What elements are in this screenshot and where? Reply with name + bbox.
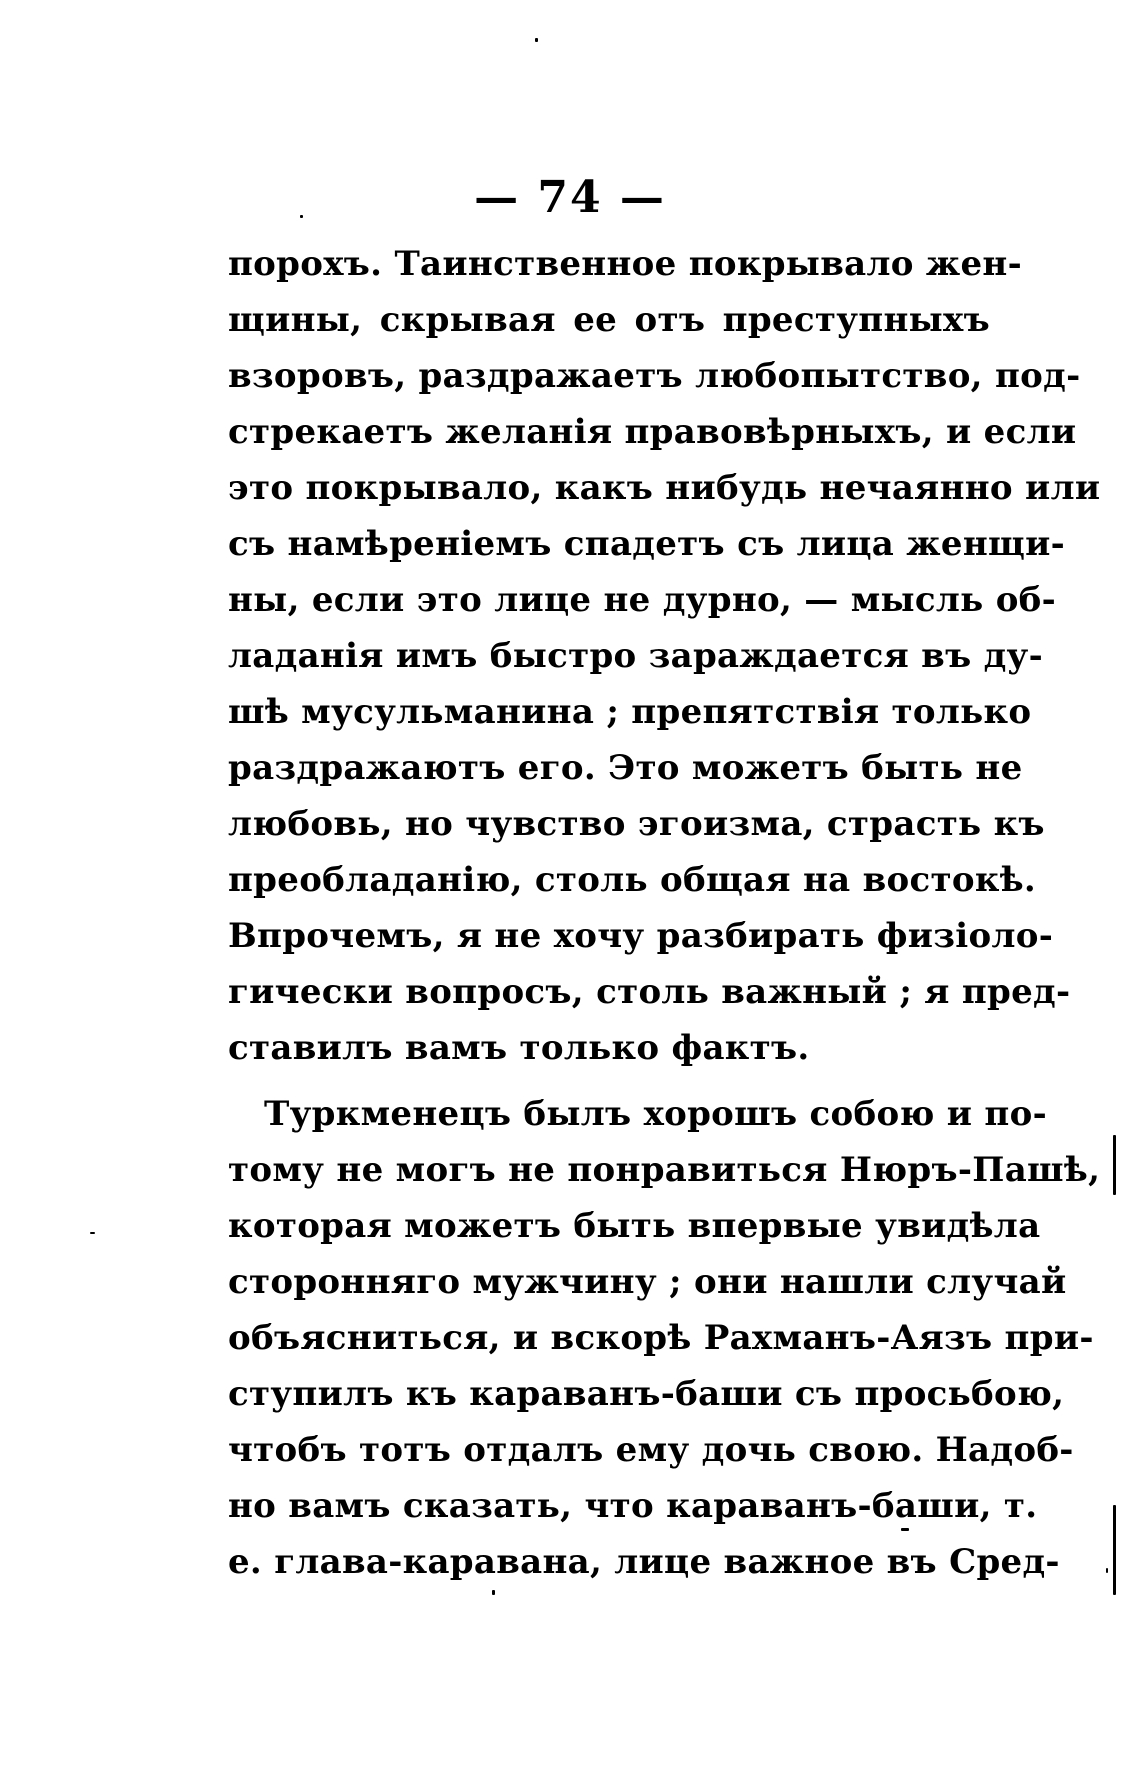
text-line: взоровъ, раздражаетъ любопытство, под- bbox=[228, 356, 1081, 396]
text-line: ступилъ къ караванъ-баши съ просьбою, bbox=[228, 1374, 1065, 1414]
text-line: стрекаетъ желанія правовѣрныхъ, и если bbox=[228, 412, 1077, 452]
scan-mark bbox=[1113, 1135, 1116, 1195]
text-line: ставилъ вамъ только фактъ. bbox=[228, 1028, 810, 1068]
text-line: Туркменецъ былъ хорошъ собою и по- bbox=[264, 1094, 1047, 1134]
text-line: чтобъ тотъ отдалъ ему дочь свою. Надоб- bbox=[228, 1430, 1074, 1470]
scan-mark bbox=[300, 215, 303, 218]
scan-mark bbox=[535, 38, 538, 42]
text-line: но вамъ сказать, что караванъ-баши, т. bbox=[228, 1486, 1038, 1526]
text-line: е. глава-каравана, лице важное въ Сред- bbox=[228, 1542, 1060, 1582]
paragraph-2 bbox=[228, 1086, 1101, 1590]
text-line: преобладанію, столь общая на востокѣ. bbox=[228, 860, 1037, 900]
scan-mark bbox=[492, 1590, 495, 1595]
text-line: ладанія имъ быстро зараждается въ ду- bbox=[228, 636, 1044, 676]
text-line: ны, если это лице не дурно, — мысль об- bbox=[228, 580, 1057, 620]
text-line: гически вопросъ, столь важный ; я пред- bbox=[228, 972, 1071, 1012]
scan-mark bbox=[1113, 1505, 1116, 1595]
text-line: раздражаютъ его. Это можетъ быть не bbox=[228, 748, 1023, 788]
text-line: съ намѣреніемъ спадетъ съ лица женщи- bbox=[228, 524, 1066, 564]
text-line: любовь, но чувство эгоизма, страсть къ bbox=[228, 804, 1045, 844]
text-line: шѣ мусульманина ; препятствія только bbox=[228, 692, 1032, 732]
scan-mark bbox=[1106, 1568, 1108, 1573]
body-text bbox=[228, 236, 1101, 1590]
text-line: это покрывало, какъ нибудь нечаянно или bbox=[228, 468, 1101, 508]
text-line: объясниться, и вскорѣ Рахманъ-Аязъ при- bbox=[228, 1318, 1094, 1358]
text-line: которая можетъ быть впервые увидѣла bbox=[228, 1206, 1041, 1246]
text-line: сторонняго мужчину ; они нашли случай bbox=[228, 1262, 1067, 1302]
paragraph-1 bbox=[228, 236, 1101, 1076]
scan-mark bbox=[901, 1528, 909, 1531]
paragraph-gap bbox=[228, 1076, 990, 1086]
text-line: щины, скрывая ее отъ преступныхъ bbox=[228, 300, 990, 340]
text-line: порохъ. Таинственное покрывало жен- bbox=[228, 244, 1022, 284]
page-number: — 74 — bbox=[474, 172, 666, 223]
text-line: тому не могъ не понравиться Нюръ-Пашѣ, bbox=[228, 1150, 1101, 1190]
text-line: Впрочемъ, я не хочу разбирать физіоло- bbox=[228, 916, 1054, 956]
scan-mark bbox=[90, 1232, 95, 1234]
